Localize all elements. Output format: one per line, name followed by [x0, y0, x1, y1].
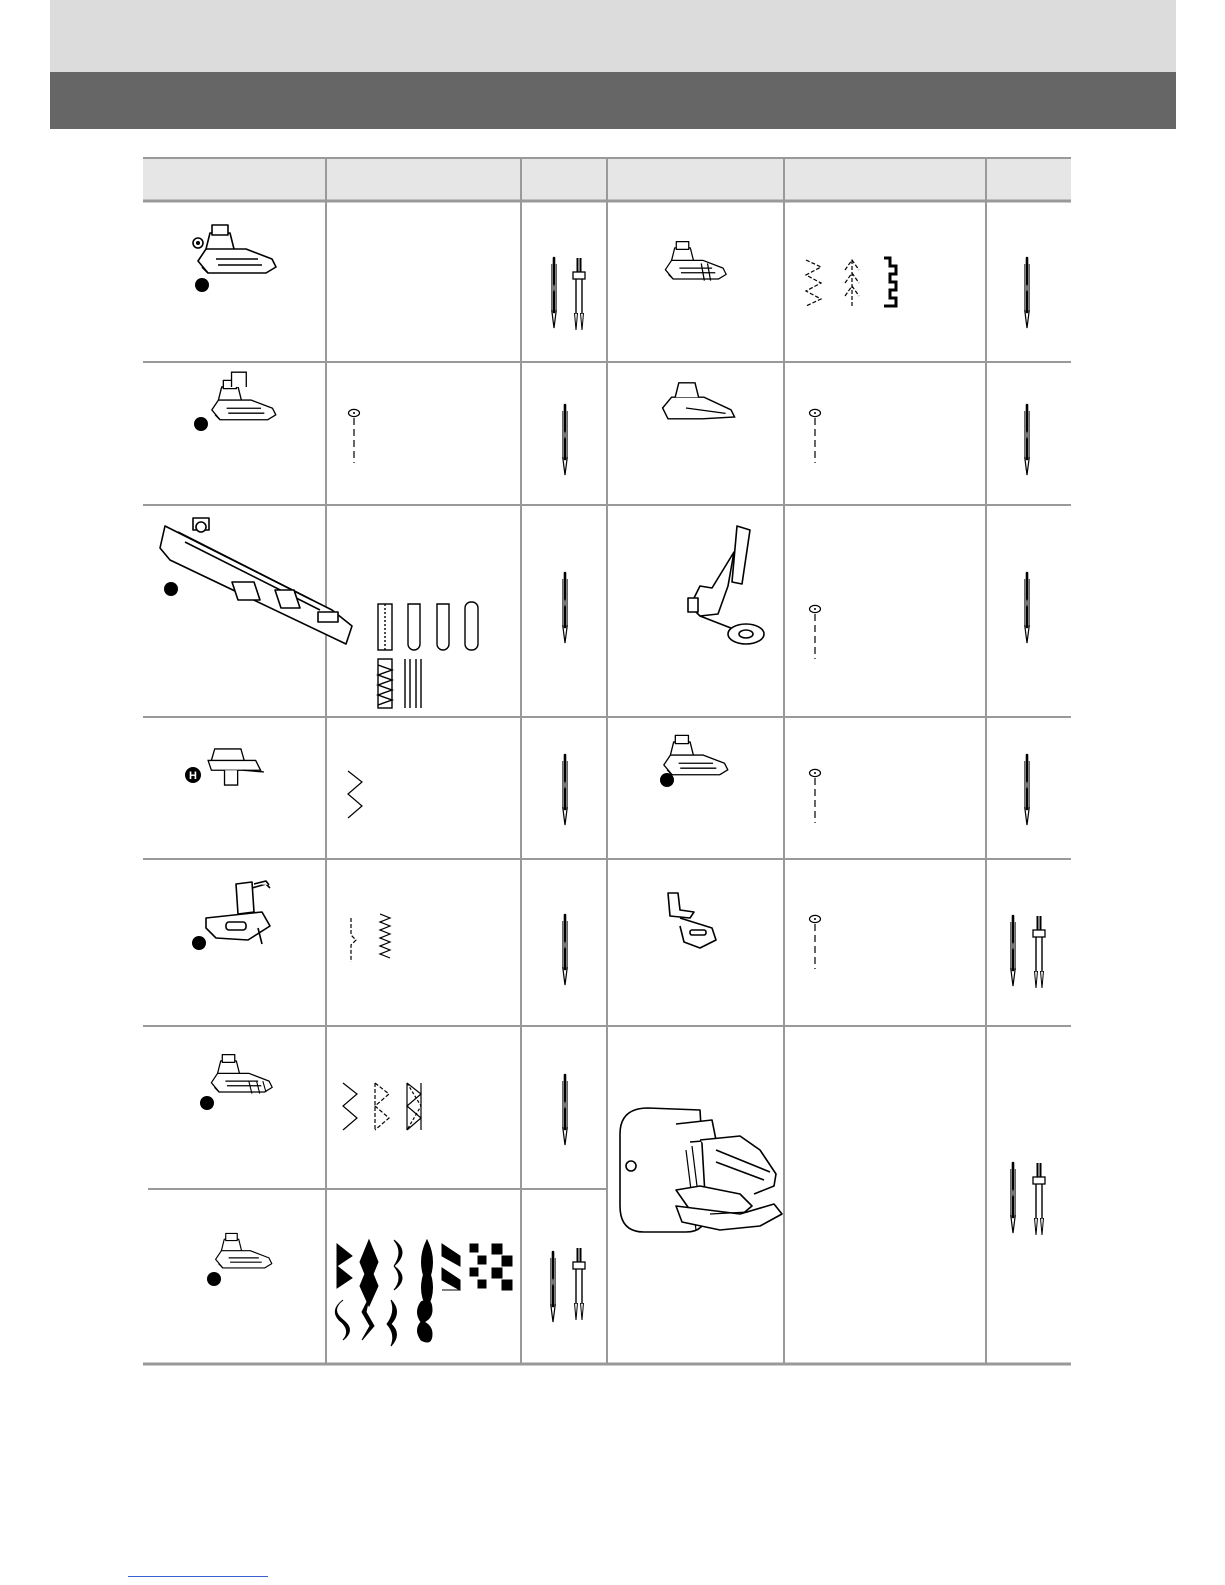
- straight-stitch-mark: [810, 605, 821, 659]
- foot-marker-h: [185, 767, 201, 783]
- svg-text:H: H: [189, 770, 197, 782]
- button-fitting-foot-icon: [688, 526, 764, 644]
- table-rules: [143, 158, 1071, 1364]
- straight-stitch-mark: [810, 769, 821, 823]
- single-needle-icon: [1025, 755, 1030, 825]
- foot-marker-dot: [200, 1096, 214, 1110]
- walking-foot-icon: [620, 1108, 782, 1232]
- decorative-satin-stitch-patterns: [335, 1240, 512, 1346]
- non-stick-foot-icon: [664, 735, 728, 774]
- single-needle-icon: [551, 1252, 556, 1322]
- single-needle-icon: [563, 915, 568, 985]
- page-bottom-link-underline: [128, 1576, 268, 1577]
- twin-needle-icon: [1033, 916, 1045, 988]
- buttonhole-foot-icon: [160, 518, 352, 644]
- blind-hem-stitch-patterns: [351, 914, 390, 962]
- overcast-zigzag-stitch-patterns: [343, 1083, 421, 1130]
- overcast-stitch-patterns: [806, 258, 896, 306]
- buttonhole-stitch-patterns: [378, 602, 478, 708]
- straight-stitch-foot-icon: [668, 893, 716, 948]
- monogramming-foot-icon: [212, 372, 276, 420]
- foot-marker-dot: [195, 278, 209, 292]
- foot-marker-dot: [192, 936, 206, 950]
- foot-marker-dot: [660, 773, 674, 787]
- twin-needle-icon: [1033, 1163, 1045, 1235]
- single-needle-icon: [1025, 405, 1030, 475]
- single-needle-icon: [1011, 1163, 1016, 1233]
- zigzag-stitch-mark: [348, 771, 362, 818]
- single-needle-icon: [563, 573, 568, 643]
- twin-needle-icon: [573, 1248, 585, 1320]
- single-needle-icon: [563, 1075, 568, 1145]
- single-needle-icon: [1025, 258, 1030, 328]
- blind-stitch-foot-icon: [208, 749, 264, 785]
- satin-stitch-foot-icon: [216, 1233, 272, 1268]
- single-needle-icon: [563, 755, 568, 825]
- blind-hem-guide-foot-icon: [206, 881, 270, 944]
- single-needle-icon: [563, 405, 568, 475]
- twin-needle-icon: [573, 258, 585, 330]
- overcasting-foot-icon: [665, 242, 726, 281]
- foot-marker-dot: [194, 417, 208, 431]
- zigzag-foot-icon: [193, 225, 276, 273]
- straight-stitch-mark: [349, 409, 360, 463]
- foot-marker-dot: [164, 582, 178, 596]
- zipper-foot-icon: [663, 383, 735, 419]
- single-needle-icon: [1025, 573, 1030, 643]
- single-needle-icon: [1011, 916, 1016, 986]
- single-needle-icon: [552, 258, 557, 328]
- straight-stitch-mark: [810, 915, 821, 969]
- foot-marker-dot: [207, 1272, 221, 1286]
- straight-stitch-mark: [810, 409, 821, 463]
- overcast-guide-foot-icon: [211, 1055, 272, 1094]
